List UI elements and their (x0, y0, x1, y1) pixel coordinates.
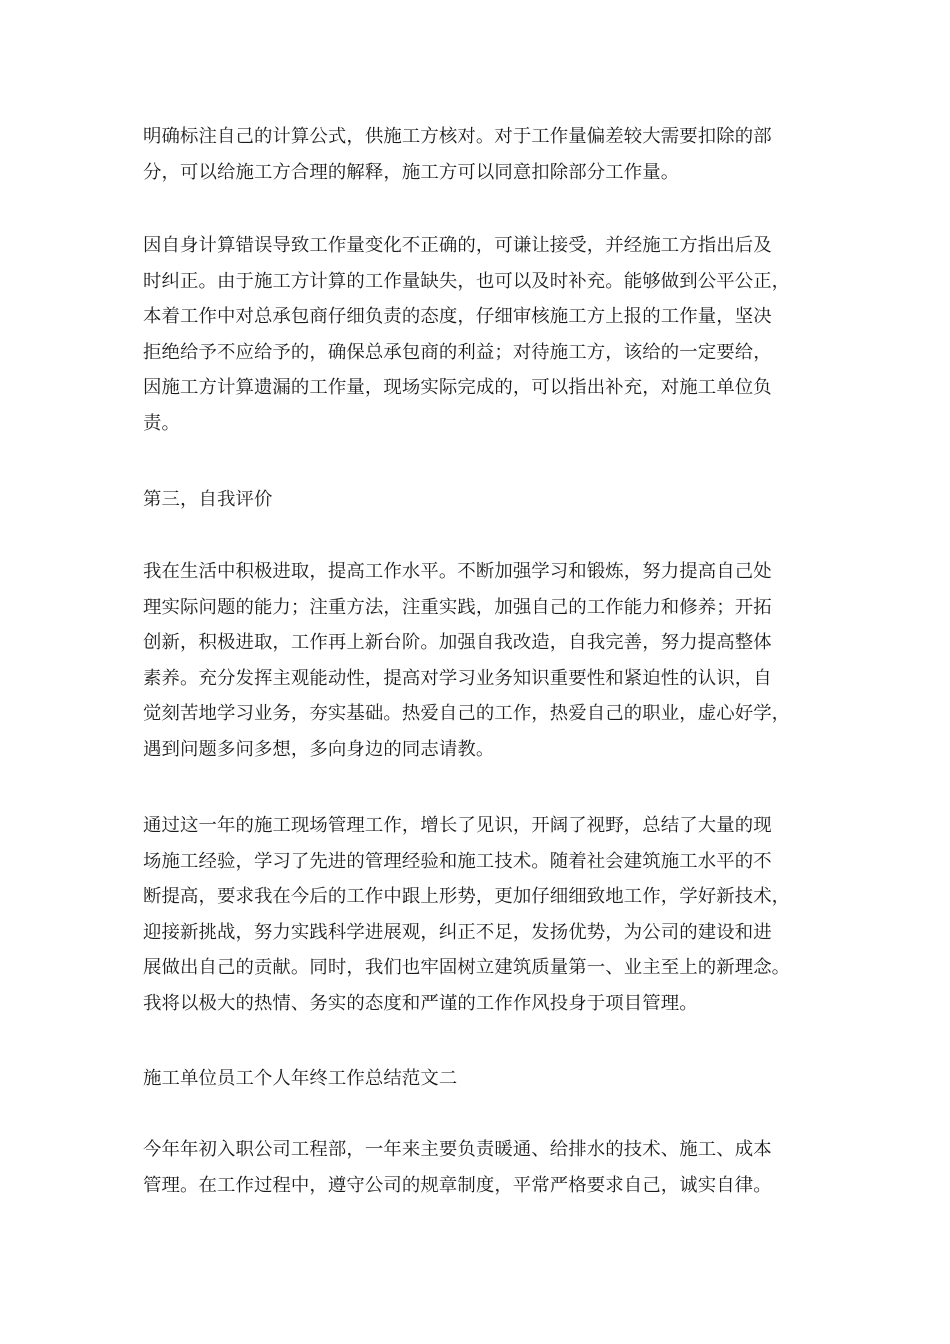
text-line: 觉刻苦地学习业务，夯实基础。热爱自己的工作，热爱自己的职业，虚心好学， (143, 703, 791, 724)
text-line: 时纠正。由于施工方计算的工作量缺失，也可以及时补充。能够做到公平公正， (143, 270, 791, 292)
text-line: 遇到问题多问多想，多向身边的同志请教。 (143, 738, 495, 760)
section-heading-self-evaluation (143, 482, 815, 518)
text-line: 管理。在工作过程中，遵守公司的规章制度，平常严格要求自己，诚实自律。 (143, 1174, 772, 1196)
text-line: 素养。充分发挥主观能动性，提高对学习业务知识重要性和紧迫性的认识，自 (143, 667, 772, 689)
text-line: 展做出自己的贡献。同时，我们也牢固树立建筑质量第一、业主至上的新理念。 (143, 957, 791, 978)
text-line: 拒绝给予不应给予的，确保总承包商的利益；对待施工方，该给的一定要给， (143, 341, 772, 363)
text-line: 明确标注自己的计算公式，供施工方核对。对于工作量偏差较大需要扣除的部 (143, 126, 772, 147)
text-line: 责。 (143, 412, 180, 434)
text-line: 通过这一年的施工现场管理工作，增长了见识，开阔了视野，总结了大量的现 (143, 815, 772, 836)
paragraph-year-summary (143, 808, 815, 1021)
paragraph-self-evaluation (143, 554, 815, 767)
paragraph-engineering-department (143, 1132, 815, 1203)
paragraph-calculation-errors (143, 228, 815, 441)
text-line: 场施工经验，学习了先进的管理经验和施工技术。随着社会建筑施工水平的不 (143, 850, 772, 872)
text-line: 创新，积极进取，工作再上新台阶。加强自我改造，自我完善，努力提高整体 (143, 632, 772, 653)
text-line: 第三，自我评价 (143, 489, 273, 510)
text-line: 施工单位员工个人年终工作总结范文二 (143, 1068, 458, 1089)
section-heading-sample-two (143, 1061, 815, 1097)
text-line: 我在生活中积极进取，提高工作水平。不断加强学习和锻炼，努力提高自己处 (143, 561, 772, 582)
paragraph-calculation-formula (143, 119, 815, 190)
text-line: 分，可以给施工方合理的解释，施工方可以同意扣除部分工作量。 (143, 161, 680, 183)
text-line: 因自身计算错误导致工作量变化不正确的，可谦让接受，并经施工方指出后及 (143, 235, 772, 256)
text-line: 因施工方计算遗漏的工作量，现场实际完成的，可以指出补充，对施工单位负 (143, 377, 772, 398)
text-line: 我将以极大的热情、务实的态度和严谨的工作作风投身于项目管理。 (143, 992, 698, 1014)
text-line: 理实际问题的能力；注重方法，注重实践，加强自己的工作能力和修养；开拓 (143, 596, 772, 618)
text-line: 迎接新挑战，努力实践科学进展观，纠正不足，发扬优势，为公司的建设和进 (143, 921, 772, 943)
text-line: 断提高，要求我在今后的工作中跟上形势，更加仔细细致地工作，学好新技术， (143, 886, 791, 907)
text-line: 今年年初入职公司工程部，一年来主要负责暖通、给排水的技术、施工、成本 (143, 1139, 772, 1160)
text-line: 本着工作中对总承包商仔细负责的态度，仔细审核施工方上报的工作量，坚决 (143, 306, 772, 327)
